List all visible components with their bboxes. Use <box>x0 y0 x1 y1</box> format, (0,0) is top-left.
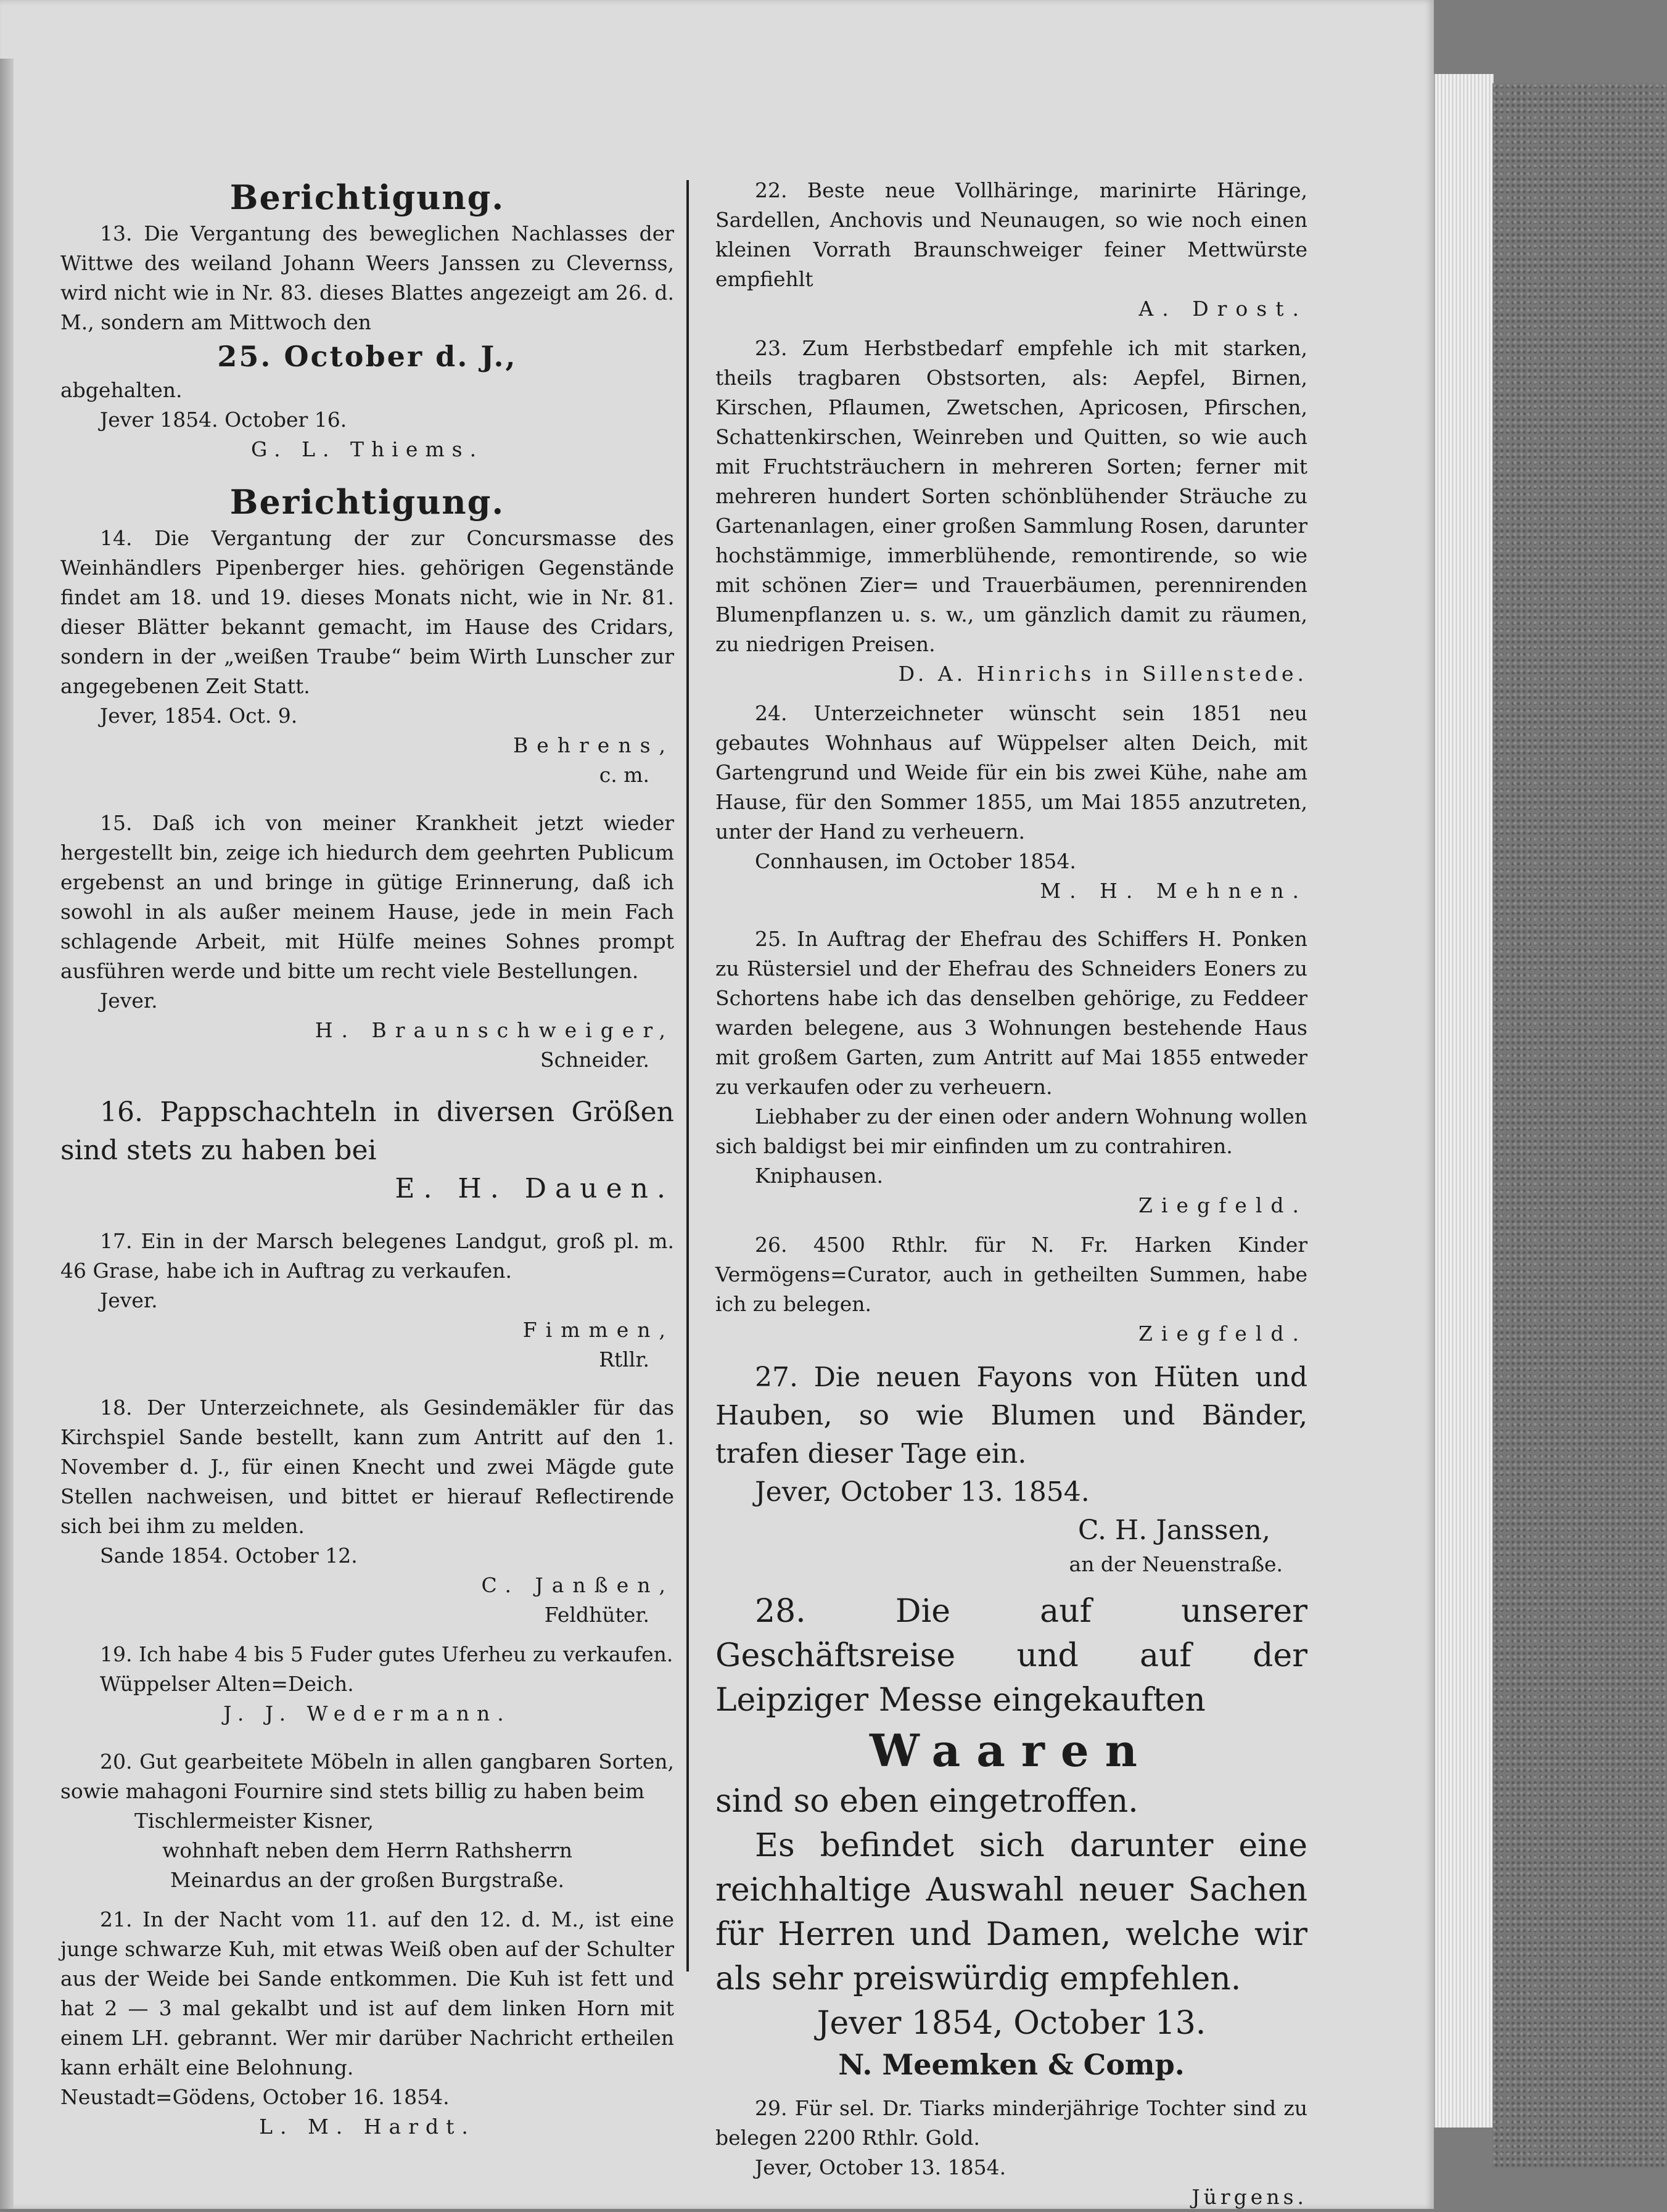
ad-18-signature: C. Janßen, <box>481 1573 674 1597</box>
ad-20-text: 20. Gut gearbeitete Möbeln in allen gangbaren Sorten, sowie mahagoni Fournire sind stets billig zu haben beim <box>60 1749 674 1803</box>
ad-24-place-date: Connhausen, im October 1854. <box>755 849 1076 873</box>
notice-14-signature-sub: c. m. <box>599 763 649 787</box>
notice-13-date: 25. October d. J., <box>217 340 517 373</box>
ad-20-signature: Tischlermeister Kisner, <box>134 1809 374 1833</box>
ad-19-signature: J. J. Wedermann. <box>223 1701 511 1725</box>
notice-14-text: 14. Die Vergantung der zur Concursmasse des Weinhändlers Pipenberger hies. gehörigen Gegenstände findet am 18. und 19. dieses Monats nicht, wie in Nr. 81. dieser Blätter bekannt gemacht, im Hause des Cridars, sondern in der „weißen Traube“ beim Wirth Lunscher zur angegebenen Zeit Statt. <box>60 526 674 698</box>
ad-15-signature-sub: Schneider. <box>540 1048 649 1072</box>
left-column <box>60 176 674 2139</box>
ad-19-text: 19. Ich habe 4 bis 5 Fuder gutes Uferheu zu verkaufen. <box>100 1642 673 1666</box>
right-column <box>715 176 1307 2209</box>
ad-23-text: 23. Zum Herbstbedarf empfehle ich mit starken, theils tragbaren Obstsorten, als: Aepfel, Birnen, Kirschen, Pflaumen, Zwetschen, Apricosen, Pfirschen, Schattenkirschen, Weinreben und Quitten, so wie auch mit Fruchtsträuchern in mehreren Sorten; ferner mit mehreren hundert Sorten schönblühender Sträuche zu Gartenanlagen, einer großen Sammlung Rosen, darunter hochstämmige, immerblühende, remontirende, so wie mit schönen Zier= und Trauerbäumen, perennirenden Blumenpflanzen u. s. w., um gänzlich damit zu räumen, zu niedrigen Preisen. <box>715 336 1307 656</box>
ad-26-signature: Ziegfeld. <box>1138 1322 1307 1346</box>
heading-berichtigung-1: Berichtigung. <box>229 178 505 217</box>
previous-page-edge <box>0 59 14 2209</box>
ad-26-text: 26. 4500 Rthlr. für N. Fr. Harken Kinder Vermögens=Curator, auch in getheilten Summen, habe ich zu belegen. <box>715 1233 1307 1316</box>
ad-25-text: 25. In Auftrag der Ehefrau des Schiffers H. Ponken zu Rüstersiel und der Ehefrau des Schneiders Eoners zu Schortens habe ich das denselben gehörige, zu Feddeer warden belegene, aus 3 Wohnungen bestehende Haus mit großem Garten, zum Antritt auf Mai 1855 entweder zu verkaufen oder zu verheuern. <box>715 927 1307 1099</box>
ad-17-signature: Fimmen, <box>522 1318 674 1342</box>
ad-27-text: 27. Die neuen Fayons von Hüten und Hauben, so wie Blumen und Bänder, trafen dieser Tage ein. <box>715 1362 1307 1470</box>
ad-28-headline: Waaren <box>870 1724 1153 1777</box>
notice-14-place-date: Jever, 1854. Oct. 9. <box>100 704 298 728</box>
ad-21-text: 21. In der Nacht vom 11. auf den 12. d. M., ist eine junge schwarze Kuh, mit etwas Weiß oben auf der Schulter aus der Weide bei Sande entkommen. Die Kuh ist fett und hat 2 — 3 mal gekalbt und ist auf dem linken Horn mit einem LH. gebrannt. Wer mir darüber Nachricht ertheilen kann erhält eine Belohnung. <box>60 1907 674 2079</box>
ad-28-place-date: Jever 1854, October 13. <box>817 2005 1206 2042</box>
ad-18-place-date: Sande 1854. October 12. <box>100 1544 358 1568</box>
ad-28-text-2: sind so eben eingetroffen. <box>715 1783 1138 1820</box>
ad-29-text: 29. Für sel. Dr. Tiarks minderjährige Tochter sind zu belegen 2200 Rthlr. Gold. <box>715 2096 1307 2150</box>
ad-19-place: Wüppelser Alten=Deich. <box>100 1672 354 1696</box>
ad-20-address-1: wohnhaft neben dem Herrn Rathsherrn <box>162 1838 573 1862</box>
notice-13-place-date: Jever 1854. October 16. <box>100 408 347 432</box>
ad-29-place-date: Jever, October 13. 1854. <box>755 2155 1006 2179</box>
ad-15-place: Jever. <box>100 989 158 1013</box>
book-cover-edge <box>1492 83 1667 2168</box>
heading-berichtigung-2: Berichtigung. <box>229 482 505 522</box>
ad-24-signature: M. H. Mehnen. <box>1040 879 1307 903</box>
ad-15-text: 15. Daß ich von meiner Krankheit jetzt wieder hergestellt bin, zeige ich hiedurch dem geehrten Publicum ergebenst an und bringe in gütige Erinnerung, daß ich sowohl in als außer meinem Hause, jede in mein Fach schlagende Arbeit, mit Hülfe meines Sohnes prompt ausführen werde und bitte um recht viele Bestellungen. <box>60 811 674 983</box>
ad-16-signature: E. H. Dauen. <box>395 1173 674 1204</box>
ad-21-signature: L. M. Hardt. <box>259 2115 475 2139</box>
notice-13-after: abgehalten. <box>60 378 183 402</box>
notice-13-text: 13. Die Vergantung des beweglichen Nachlasses der Wittwe des weiland Johann Weers Janssen zu Clevernss, wird nicht wie in Nr. 83. dieses Blattes angezeigt am 26. d. M., sondern am Mittwoch den <box>60 221 674 334</box>
notice-14-signature: Behrens, <box>512 733 674 757</box>
ad-27-signature-sub: an der Neuenstraße. <box>1069 1552 1283 1576</box>
ad-25-place: Kniphausen. <box>755 1164 883 1188</box>
column-divider <box>686 180 689 1971</box>
ad-22-text: 22. Beste neue Vollhäringe, marinirte Häringe, Sardellen, Anchovis und Neunaugen, so wie noch einen kleinen Vorrath Braunschweiger feiner Mettwürste empfiehlt <box>715 178 1307 291</box>
ad-27-place-date: Jever, October 13. 1854. <box>755 1476 1090 1508</box>
ad-29-signature: Jürgens. <box>1192 2185 1307 2209</box>
ad-23-signature: D. A. Hinrichs in Sillenstede. <box>898 662 1307 686</box>
ad-17-text: 17. Ein in der Marsch belegenes Landgut, groß pl. m. 46 Grase, habe ich in Auftrag zu verkaufen. <box>60 1229 674 1283</box>
ad-28-firm: N. Meemken & Comp. <box>838 2048 1185 2081</box>
ad-25-signature: Ziegfeld. <box>1138 1193 1307 1217</box>
ad-20-address-2: Meinardus an der großen Burgstraße. <box>170 1868 564 1892</box>
notice-13-signature: G. L. Thiems. <box>250 437 484 461</box>
ad-16-text: 16. Pappschachteln in diversen Größen sind stets zu haben bei <box>60 1096 674 1166</box>
ad-25-text-2: Liebhaber zu der einen oder andern Wohnung wollen sich baldigst bei mir einfinden um zu contrahiren. <box>715 1104 1307 1158</box>
ad-22-signature: A. Drost. <box>1138 297 1307 321</box>
ad-21-place-date: Neustadt=Gödens, October 16. 1854. <box>60 2085 450 2109</box>
ad-15-signature: H. Braunschweiger, <box>315 1018 674 1042</box>
ad-24-text: 24. Unterzeichneter wünscht sein 1851 neu gebautes Wohnhaus auf Wüppelser alten Deich, mit Gartengrund und Weide für ein bis zwei Kühe, nahe am Hause, für den Sommer 1855, um Mai 1855 anzutreten, unter der Hand zu verheuern. <box>715 701 1307 844</box>
book-page-edges <box>1434 74 1494 2128</box>
ad-17-place: Jever. <box>100 1288 158 1312</box>
ad-17-signature-sub: Rtllr. <box>599 1347 649 1371</box>
ad-28-text: 28. Die auf unserer Geschäftsreise und auf der Leipziger Messe eingekauften <box>715 1593 1307 1719</box>
ad-28-text-3: Es befindet sich darunter eine reichhaltige Auswahl neuer Sachen für Herren und Damen, welche wir als sehr preiswürdig empfehlen. <box>715 1827 1307 1997</box>
ad-18-signature-sub: Feldhüter. <box>544 1603 649 1627</box>
ad-27-signature: C. H. Janssen, <box>1077 1515 1270 1546</box>
ad-18-text: 18. Der Unterzeichnete, als Gesindemäkler für das Kirchspiel Sande bestellt, kann zum Antritt auf den 1. November d. J., für einen Knecht und zwei Mägde gute Stellen nachweisen, und bittet er hierauf Reflectirende sich bei ihm zu melden. <box>60 1396 674 1538</box>
